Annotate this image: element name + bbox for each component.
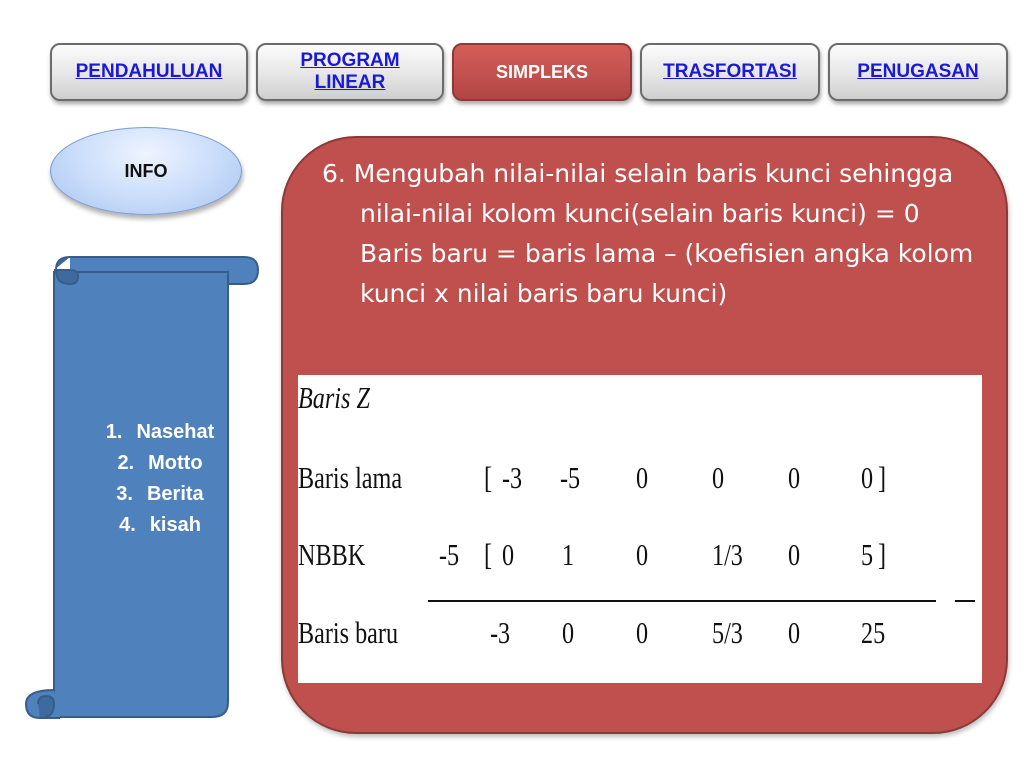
nav-pendahuluan-button[interactable] bbox=[50, 43, 248, 101]
nav-penugasan-button[interactable] bbox=[828, 43, 1008, 101]
scroll-panel bbox=[20, 252, 260, 722]
nav-trasfortasi-button[interactable] bbox=[640, 43, 820, 101]
row-bracket-close: ] bbox=[878, 460, 887, 495]
nav-penugasan-label[interactable]: PENUGASAN bbox=[857, 61, 979, 82]
row-value: 0 bbox=[636, 615, 649, 650]
row-value: 5/3 bbox=[712, 615, 743, 650]
nav-trasfortasi-label[interactable]: TRASFORTASI bbox=[663, 61, 797, 82]
info-label: INFO bbox=[124, 160, 168, 181]
row-bracket-open: [ bbox=[484, 460, 493, 495]
operator-text bbox=[953, 575, 965, 611]
row-value: 0 bbox=[636, 537, 649, 572]
row-value: 0 bbox=[861, 460, 874, 495]
nav-simpleks-label[interactable]: SIMPLEKS bbox=[495, 62, 588, 82]
scroll-item-label: Nasehat bbox=[136, 421, 215, 443]
equation-panel bbox=[298, 375, 982, 683]
nav-program-linear-line2: LINEAR bbox=[314, 72, 386, 93]
scroll-item-number: 4. bbox=[119, 514, 136, 536]
row-value: 0 bbox=[788, 615, 801, 650]
row-value: 0 bbox=[562, 615, 575, 650]
nav-simpleks-button[interactable] bbox=[452, 43, 632, 101]
row-label: NBBK bbox=[298, 537, 366, 572]
content-text bbox=[322, 154, 982, 314]
nav-pendahuluan-label[interactable]: PENDAHULUAN bbox=[75, 61, 223, 82]
row-value: 5 bbox=[861, 537, 874, 572]
row-label: Baris lama bbox=[298, 460, 403, 495]
info-button[interactable] bbox=[50, 127, 242, 215]
row-bracket-open: [ bbox=[484, 537, 493, 572]
row-value: 1/3 bbox=[712, 537, 743, 572]
nav-program-linear-button[interactable] bbox=[256, 43, 444, 101]
scroll-item-number: 3. bbox=[116, 483, 133, 505]
row-value: -5 bbox=[560, 460, 581, 495]
scroll-item-number: 2. bbox=[117, 452, 135, 474]
scroll-item-label: Motto bbox=[148, 452, 203, 474]
scroll-item-number: 1. bbox=[105, 421, 123, 443]
scroll-item[interactable] bbox=[72, 417, 248, 448]
row-value: 25 bbox=[861, 615, 886, 650]
row-multiplier: -5 bbox=[439, 537, 460, 572]
row-value: -3 bbox=[490, 615, 511, 650]
scroll-item-label: kisah bbox=[149, 514, 201, 536]
scroll-list bbox=[72, 417, 248, 541]
equation-title: Baris Z bbox=[298, 380, 370, 415]
row-bracket-close: ] bbox=[878, 537, 887, 572]
content-paragraph-1: 6. Mengubah nilai-nilai selain baris kunci sehingga nilai-nilai kolom kunci(selain baris kunci) = 0 bbox=[322, 159, 954, 228]
row-value: 1 bbox=[562, 537, 575, 572]
row-value: -3 bbox=[502, 460, 523, 495]
row-value: 0 bbox=[712, 460, 725, 495]
scroll-item[interactable] bbox=[72, 479, 248, 510]
sum-line bbox=[428, 600, 936, 602]
row-label: Baris baru bbox=[298, 615, 399, 650]
scroll-item[interactable] bbox=[72, 510, 248, 541]
row-value: 0 bbox=[636, 460, 649, 495]
row-value: 0 bbox=[788, 460, 801, 495]
scroll-item[interactable] bbox=[72, 448, 248, 479]
nav-program-linear-line1: PROGRAM bbox=[300, 50, 400, 71]
scroll-item-label: Berita bbox=[146, 483, 204, 505]
row-value: 0 bbox=[788, 537, 801, 572]
row-value: 0 bbox=[502, 537, 515, 572]
nav-program-linear-label[interactable] bbox=[300, 50, 399, 94]
content-paragraph-2: Baris baru = baris lama – (koefisien angka kolom kunci x nilai baris baru kunci) bbox=[360, 239, 974, 308]
